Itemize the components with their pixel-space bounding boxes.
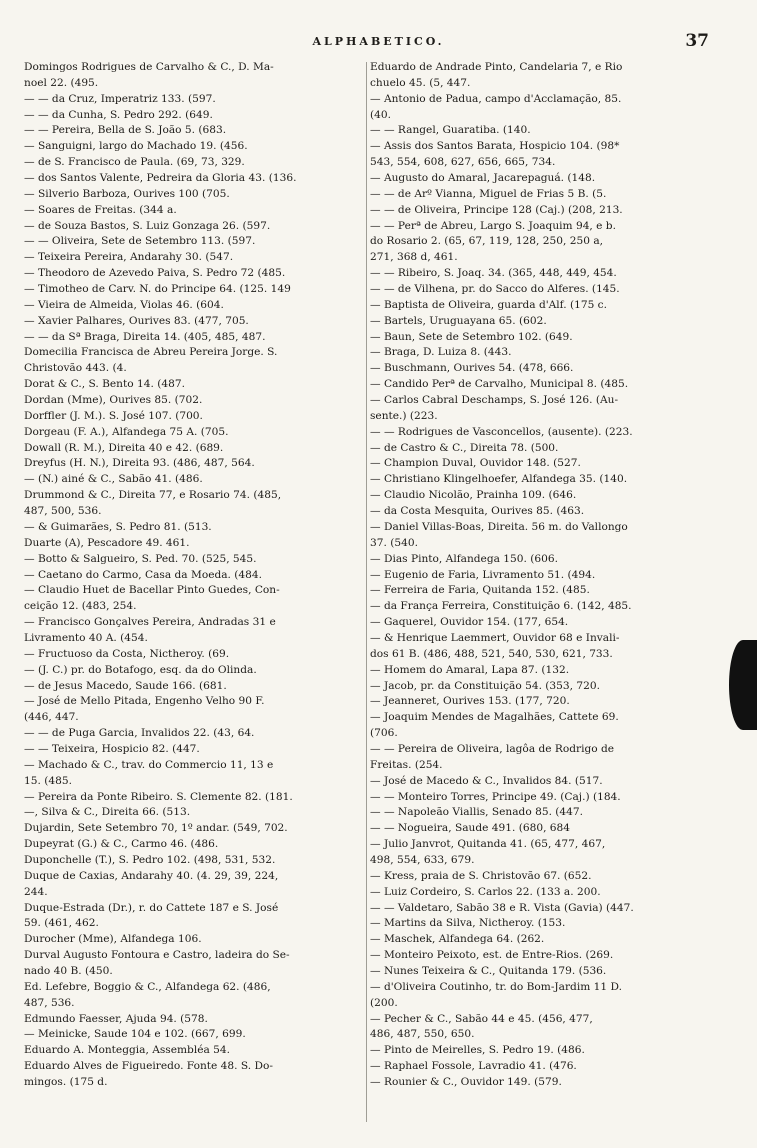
directory-line: chuelo 45. (5, 447. bbox=[370, 76, 471, 89]
directory-line: — da França Ferreira, Constituição 6. (142, 485. bbox=[370, 600, 632, 613]
directory-line: — — de Arº Vianna, Miguel de Frias 5 B. (5. bbox=[370, 187, 607, 200]
directory-line: Freitas. (254. bbox=[370, 758, 443, 771]
directory-line: Duarte (A), Pescadore 49. 461. bbox=[24, 536, 190, 549]
directory-line: — — Perª de Abreu, Largo S. Joaquim 94, e b. bbox=[370, 219, 616, 232]
directory-line: — & Henrique Laemmert, Ouvidor 68 e Invali- bbox=[370, 631, 620, 644]
directory-line: Drummond & C., Direita 77, e Rosario 74. (485, bbox=[24, 489, 282, 502]
directory-line: — Maschek, Alfandega 64. (262. bbox=[370, 933, 545, 946]
directory-line: — Vieira de Almeida, Violas 46. (604. bbox=[24, 298, 224, 311]
directory-line: Domecilia Francisca de Abreu Pereira Jorge. S. bbox=[24, 346, 278, 359]
directory-line: Durocher (Mme), Alfandega 106. bbox=[24, 933, 202, 946]
directory-line: 15. (485. bbox=[24, 774, 72, 787]
directory-line: — Soares de Freitas. (344 a. bbox=[24, 203, 177, 216]
directory-line: — & Guimarães, S. Pedro 81. (513. bbox=[24, 520, 212, 533]
directory-line: — José de Macedo & C., Invalidos 84. (517. bbox=[370, 774, 603, 787]
directory-line: Eduardo de Andrade Pinto, Candelaria 7, e Rio bbox=[370, 61, 623, 73]
directory-line: — de Jesus Macedo, Saude 166. (681. bbox=[24, 679, 227, 692]
directory-line: — Caetano do Carmo, Casa da Moeda. (484. bbox=[24, 568, 263, 581]
directory-line: — Gaquerel, Ouvidor 154. (177, 654. bbox=[370, 616, 569, 629]
directory-line: Dorffler (J. M.). S. José 107. (700. bbox=[24, 409, 203, 422]
directory-line: — dos Santos Valente, Pedreira da Gloria 43. (136. bbox=[24, 172, 297, 185]
directory-line: — Claudio Nicolão, Prainha 109. (646. bbox=[370, 489, 577, 502]
directory-line: — Kress, praia de S. Christovão 67. (652. bbox=[370, 869, 592, 882]
directory-line: — d'Oliveira Coutinho, tr. do Bom-Jardim 11 D. bbox=[370, 980, 622, 993]
directory-line: Duponchelle (T.), S. Pedro 102. (498, 531, 532. bbox=[24, 853, 276, 866]
directory-line: — — Pereira, Bella de S. João 5. (683. bbox=[24, 124, 227, 137]
directory-line: — Martins da Silva, Nictheroy. (153. bbox=[370, 917, 566, 930]
directory-line: — (N.) ainé & C., Sabão 41. (486. bbox=[24, 473, 203, 486]
directory-line: — — Rodrigues de Vasconcellos, (ausente). (223. bbox=[370, 425, 633, 438]
left-column bbox=[24, 60, 364, 1091]
directory-line: — — Monteiro Torres, Principe 49. (Caj.) (184. bbox=[370, 790, 621, 803]
ink-blot bbox=[729, 640, 757, 730]
directory-line: — José de Mello Pitada, Engenho Velho 90 F. bbox=[24, 695, 265, 708]
directory-line: — (J. C.) pr. do Botafogo, esq. da do Olinda. bbox=[24, 663, 257, 676]
directory-line: — Timotheo de Carv. N. do Principe 64. (125. 149 bbox=[24, 283, 291, 296]
directory-line: — — Valdetaro, Sabão 38 e R. Vista (Gavia) (447. bbox=[370, 901, 634, 914]
directory-line: Ed. Lefebre, Boggio & C., Alfandega 62. (486, bbox=[24, 980, 271, 993]
directory-line: Dordan (Mme), Ourives 85. (702. bbox=[24, 394, 203, 407]
directory-line: — Pecher & C., Sabão 44 e 45. (456, 477, bbox=[370, 1012, 593, 1025]
directory-line: 244. bbox=[24, 885, 48, 898]
directory-line: 37. (540. bbox=[370, 536, 418, 549]
directory-line: — Rounier & C., Ouvidor 149. (579. bbox=[370, 1076, 562, 1088]
directory-line: — — de Puga Garcia, Invalidos 22. (43, 64. bbox=[24, 727, 255, 740]
directory-line: Dorgeau (F. A.), Alfandega 75 A. (705. bbox=[24, 425, 229, 438]
directory-line: — — Rangel, Guaratiba. (140. bbox=[370, 124, 531, 137]
directory-line: — Homem do Amaral, Lapa 87. (132. bbox=[370, 663, 570, 676]
directory-line: — Botto & Salgueiro, S. Ped. 70. (525, 545. bbox=[24, 552, 257, 565]
directory-line: Dowall (R. M.), Direita 40 e 42. (689. bbox=[24, 441, 224, 454]
directory-line: — Assis dos Santos Barata, Hospicio 104. (98* bbox=[370, 140, 620, 153]
directory-line: mingos. (175 d. bbox=[24, 1076, 108, 1088]
directory-line: — Braga, D. Luiza 8. (443. bbox=[370, 346, 512, 359]
directory-line: — Sanguigni, largo do Machado 19. (456. bbox=[24, 140, 248, 153]
page-number: 37 bbox=[685, 31, 709, 51]
directory-line: — — de Oliveira, Principe 128 (Caj.) (208, 213. bbox=[370, 203, 623, 216]
directory-line: — Raphael Fossole, Lavradio 41. (476. bbox=[370, 1060, 577, 1073]
directory-line: — — Nogueira, Saude 491. (680, 684 bbox=[370, 822, 571, 835]
directory-line: — Claudio Huet de Bacellar Pinto Guedes, Con- bbox=[24, 584, 280, 597]
directory-line: — Luiz Cordeiro, S. Carlos 22. (133 a. 200. bbox=[370, 885, 601, 898]
directory-line: 543, 554, 608, 627, 656, 665, 734. bbox=[370, 156, 556, 169]
directory-line: — Julio Janvrot, Quitanda 41. (65, 477, 467, bbox=[370, 838, 606, 851]
directory-line: — Xavier Palhares, Ourives 83. (477, 705. bbox=[24, 314, 249, 327]
directory-line: — Teixeira Pereira, Andarahy 30. (547. bbox=[24, 251, 234, 264]
directory-line: Durval Augusto Fontoura e Castro, ladeira do Se- bbox=[24, 949, 290, 962]
directory-line: noel 22. (495. bbox=[24, 76, 99, 89]
directory-line: Edmundo Faesser, Ajuda 94. (578. bbox=[24, 1012, 208, 1025]
directory-line: — — Napoleão Viallis, Senado 85. (447. bbox=[370, 806, 584, 819]
directory-line: — Baptista de Oliveira, guarda d'Alf. (175 c. bbox=[370, 298, 607, 311]
directory-line: — — Ribeiro, S. Joaq. 34. (365, 448, 449, 454. bbox=[370, 267, 617, 280]
directory-line: — Eugenio de Faria, Livramento 51. (494. bbox=[370, 568, 596, 581]
directory-line: (40. bbox=[370, 108, 391, 121]
directory-line: — Augusto do Amaral, Jacarepaguá. (148. bbox=[370, 172, 596, 185]
directory-line: Duque-Estrada (Dr.), r. do Cattete 187 e S. José bbox=[24, 901, 279, 914]
directory-line: — Dias Pinto, Alfandega 150. (606. bbox=[370, 552, 558, 565]
directory-line: — da Costa Mesquita, Ourives 85. (463. bbox=[370, 505, 585, 518]
page-header bbox=[0, 33, 757, 53]
directory-line: — Antonio de Padua, campo d'Acclamação, 85. bbox=[370, 92, 622, 105]
directory-line: — Bartels, Uruguayana 65. (602. bbox=[370, 314, 547, 327]
directory-line: — Theodoro de Azevedo Paiva, S. Pedro 72 (485. bbox=[24, 267, 286, 280]
directory-line: — de Souza Bastos, S. Luiz Gonzaga 26. (597. bbox=[24, 219, 271, 232]
directory-line: nado 40 B. (450. bbox=[24, 964, 113, 977]
directory-line: — — Teixeira, Hospicio 82. (447. bbox=[24, 742, 200, 755]
column-divider bbox=[366, 62, 367, 1122]
directory-line: Duque de Caxias, Andarahy 40. (4. 29, 39, 224, bbox=[24, 869, 279, 882]
directory-line: — Buschmann, Ourives 54. (478, 666. bbox=[370, 362, 574, 375]
directory-line: — Joaquim Mendes de Magalhães, Cattete 69. bbox=[370, 711, 619, 724]
directory-line: — Candido Perª de Carvalho, Municipal 8. (485. bbox=[370, 378, 629, 391]
directory-line: Eduardo Alves de Figueiredo. Fonte 48. S. Do- bbox=[24, 1060, 273, 1073]
directory-line: — Pereira da Ponte Ribeiro. S. Clemente 82. (181. bbox=[24, 790, 293, 803]
directory-line: (446, 447. bbox=[24, 711, 79, 724]
directory-line: Eduardo A. Monteggia, Assembléa 54. bbox=[24, 1044, 231, 1057]
directory-line: — — da Cunha, S. Pedro 292. (649. bbox=[24, 108, 213, 121]
directory-line: — — de Vilhena, pr. do Sacco do Alferes. (145. bbox=[370, 283, 620, 296]
directory-line: do Rosario 2. (65, 67, 119, 128, 250, 250 a, bbox=[370, 235, 604, 248]
directory-line: Dupeyrat (G.) & C., Carmo 46. (486. bbox=[24, 838, 219, 851]
directory-line: Christovão 443. (4. bbox=[24, 362, 127, 375]
directory-line: ceição 12. (483, 254. bbox=[24, 600, 137, 613]
directory-line: dos 61 B. (486, 488, 521, 540, 530, 621, 733. bbox=[370, 647, 613, 660]
directory-line: (200. bbox=[370, 996, 398, 1009]
directory-line: — Jeanneret, Ourives 153. (177, 720. bbox=[370, 695, 570, 708]
directory-line: — Machado & C., trav. do Commercio 11, 13 e bbox=[24, 758, 274, 771]
directory-line: — Pinto de Meirelles, S. Pedro 19. (486. bbox=[370, 1044, 585, 1057]
directory-line: — Champion Duval, Ouvidor 148. (527. bbox=[370, 457, 581, 470]
directory-line: 498, 554, 633, 679. bbox=[370, 853, 475, 866]
running-title: ALPHABETICO. bbox=[312, 35, 445, 48]
directory-line: — Baun, Sete de Setembro 102. (649. bbox=[370, 330, 573, 343]
directory-line: — — Oliveira, Sete de Setembro 113. (597. bbox=[24, 235, 256, 248]
directory-line: — de Castro & C., Direita 78. (500. bbox=[370, 441, 559, 454]
directory-line: Domingos Rodrigues de Carvalho & C., D. Ma- bbox=[24, 61, 274, 73]
directory-line: Dreyfus (H. N.), Direita 93. (486, 487, 564. bbox=[24, 457, 255, 470]
directory-line: — Monteiro Peixoto, est. de Entre-Rios. (269. bbox=[370, 949, 614, 962]
right-column bbox=[370, 60, 710, 1091]
directory-line: 271, 368 d, 461. bbox=[370, 251, 458, 264]
directory-line: — Jacob, pr. da Constituição 54. (353, 720. bbox=[370, 679, 600, 692]
directory-line: — Ferreira de Faria, Quitanda 152. (485. bbox=[370, 584, 590, 597]
directory-line: — — da Sª Braga, Direita 14. (405, 485, 487. bbox=[24, 330, 266, 343]
directory-line: Dujardin, Sete Setembro 70, 1º andar. (549, 702. bbox=[24, 822, 288, 835]
directory-line: 59. (461, 462. bbox=[24, 917, 99, 930]
directory-line: Dorat & C., S. Bento 14. (487. bbox=[24, 378, 185, 391]
directory-line: — Meinicke, Saude 104 e 102. (667, 699. bbox=[24, 1028, 246, 1041]
directory-line: — Nunes Teixeira & C., Quitanda 179. (536. bbox=[370, 964, 607, 977]
directory-line: 487, 536. bbox=[24, 996, 75, 1009]
directory-line: sente.) (223. bbox=[370, 409, 438, 422]
directory-line: — Fructuoso da Costa, Nictheroy. (69. bbox=[24, 647, 230, 660]
directory-line: — — da Cruz, Imperatriz 133. (597. bbox=[24, 92, 216, 105]
directory-line: — Francisco Gonçalves Pereira, Andradas 31 e bbox=[24, 616, 276, 629]
directory-line: 487, 500, 536. bbox=[24, 505, 102, 518]
directory-line: — Carlos Cabral Deschamps, S. José 126. (Au- bbox=[370, 394, 619, 407]
directory-line: — — Pereira de Oliveira, lagôa de Rodrigo de bbox=[370, 742, 615, 755]
directory-line: —, Silva & C., Direita 66. (513. bbox=[24, 806, 191, 819]
directory-line: (706. bbox=[370, 727, 398, 740]
directory-line: — de S. Francisco de Paula. (69, 73, 329. bbox=[24, 156, 245, 169]
directory-line: — Daniel Villas-Boas, Direita. 56 m. do Vallongo bbox=[370, 520, 628, 533]
directory-line: — Christiano Klingelhoefer, Alfandega 35. (140. bbox=[370, 473, 628, 486]
directory-line: — Silverio Barboza, Ourives 100 (705. bbox=[24, 187, 230, 200]
directory-line: Livramento 40 A. (454. bbox=[24, 631, 148, 644]
directory-line: 486, 487, 550, 650. bbox=[370, 1028, 475, 1041]
